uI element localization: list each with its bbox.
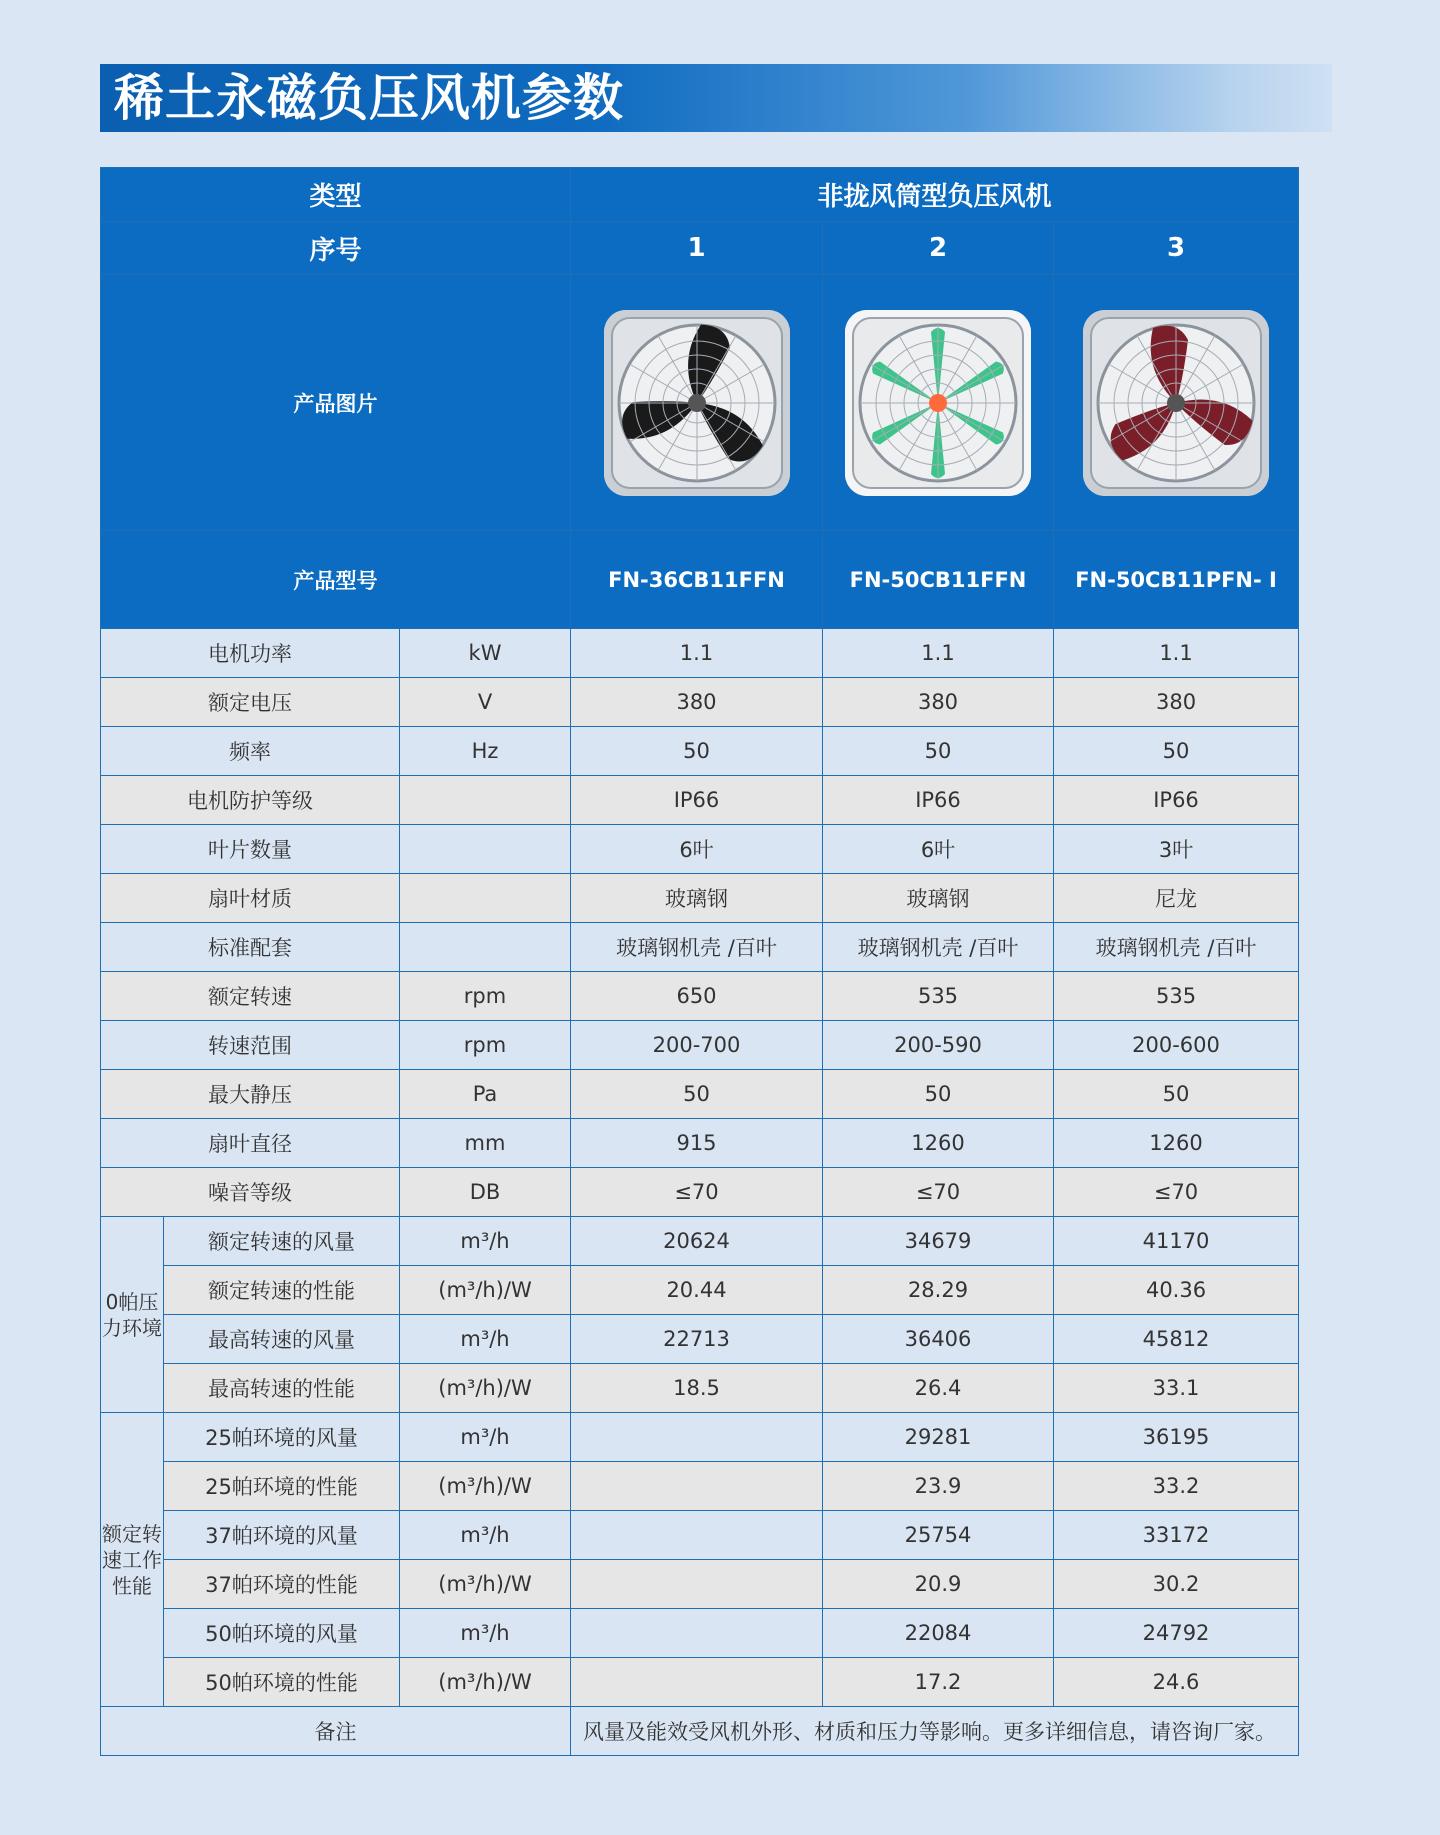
table-row <box>101 629 1299 678</box>
table-row <box>101 1266 1299 1315</box>
param-value: 1.1 <box>823 629 1054 678</box>
param-value: 3叶 <box>1054 825 1299 874</box>
param-value: 200-590 <box>823 1021 1054 1070</box>
param-value: 玻璃钢机壳 /百叶 <box>1054 923 1299 972</box>
param-value: 20.44 <box>571 1266 823 1315</box>
photo-cell-2 <box>823 275 1054 531</box>
param-value: 玻璃钢机壳 /百叶 <box>571 923 823 972</box>
seq-1: 1 <box>571 222 823 275</box>
model-3: FN-50CB11PFN- I <box>1054 531 1299 629</box>
param-value <box>571 1462 823 1511</box>
param-unit: m³/h <box>400 1609 571 1658</box>
param-unit <box>400 923 571 972</box>
param-value: 6叶 <box>571 825 823 874</box>
param-unit: V <box>400 678 571 727</box>
group-label: 0帕压力环境 <box>101 1217 164 1413</box>
param-value: IP66 <box>1054 776 1299 825</box>
param-value: 33.2 <box>1054 1462 1299 1511</box>
table-row <box>101 1021 1299 1070</box>
param-unit: m³/h <box>400 1315 571 1364</box>
param-value: 50 <box>1054 1070 1299 1119</box>
param-label: 额定转速的性能 <box>164 1266 400 1315</box>
param-label: 最高转速的风量 <box>164 1315 400 1364</box>
fan-photo-3 <box>1083 310 1269 496</box>
param-value: 50 <box>823 1070 1054 1119</box>
param-value: 33.1 <box>1054 1364 1299 1413</box>
param-unit: (m³/h)/W <box>400 1658 571 1707</box>
param-label: 额定转速的风量 <box>164 1217 400 1266</box>
table-row <box>101 1070 1299 1119</box>
param-label: 25帕环境的性能 <box>164 1462 400 1511</box>
table-row <box>101 923 1299 972</box>
table-row <box>101 1511 1299 1560</box>
type-label: 类型 <box>101 168 571 222</box>
remark-text: 风量及能效受风机外形、材质和压力等影响。更多详细信息，请咨询厂家。 <box>571 1707 1299 1756</box>
param-value: 915 <box>571 1119 823 1168</box>
table-row <box>101 1658 1299 1707</box>
param-label: 叶片数量 <box>101 825 400 874</box>
header-row-model <box>101 531 1299 629</box>
param-unit: m³/h <box>400 1217 571 1266</box>
param-unit <box>400 825 571 874</box>
photo-label: 产品图片 <box>101 275 571 531</box>
header-row-type <box>101 168 1299 222</box>
param-value: 50 <box>823 727 1054 776</box>
param-unit <box>400 776 571 825</box>
param-value: IP66 <box>571 776 823 825</box>
param-label: 37帕环境的风量 <box>164 1511 400 1560</box>
param-value: 玻璃钢 <box>571 874 823 923</box>
table-row <box>101 1217 1299 1266</box>
param-label: 额定转速 <box>101 972 400 1021</box>
param-value: 20.9 <box>823 1560 1054 1609</box>
param-value: 玻璃钢 <box>823 874 1054 923</box>
fan-three-black-blades-icon <box>604 310 790 496</box>
table-row <box>101 1168 1299 1217</box>
param-value: IP66 <box>823 776 1054 825</box>
param-value: 650 <box>571 972 823 1021</box>
param-label: 标准配套 <box>101 923 400 972</box>
param-value: 380 <box>1054 678 1299 727</box>
param-label: 额定电压 <box>101 678 400 727</box>
fan-six-green-blades-icon <box>845 310 1031 496</box>
param-label: 最高转速的性能 <box>164 1364 400 1413</box>
param-value: 22084 <box>823 1609 1054 1658</box>
param-unit: Hz <box>400 727 571 776</box>
param-value: 18.5 <box>571 1364 823 1413</box>
table-row <box>101 776 1299 825</box>
model-label: 产品型号 <box>101 531 571 629</box>
param-label: 频率 <box>101 727 400 776</box>
param-value: 24.6 <box>1054 1658 1299 1707</box>
table-row <box>101 1462 1299 1511</box>
param-value: ≤70 <box>571 1168 823 1217</box>
param-value: 200-700 <box>571 1021 823 1070</box>
param-value: 40.36 <box>1054 1266 1299 1315</box>
table-row <box>101 1364 1299 1413</box>
param-label: 电机功率 <box>101 629 400 678</box>
table-row <box>101 972 1299 1021</box>
param-unit: (m³/h)/W <box>400 1462 571 1511</box>
seq-label: 序号 <box>101 222 571 275</box>
table-row <box>101 874 1299 923</box>
param-value: 29281 <box>823 1413 1054 1462</box>
param-value: 50 <box>571 727 823 776</box>
model-2: FN-50CB11FFN <box>823 531 1054 629</box>
param-label: 37帕环境的性能 <box>164 1560 400 1609</box>
table-row <box>101 1119 1299 1168</box>
param-label: 50帕环境的风量 <box>164 1609 400 1658</box>
param-unit: m³/h <box>400 1511 571 1560</box>
param-value: 1260 <box>1054 1119 1299 1168</box>
param-value: ≤70 <box>823 1168 1054 1217</box>
param-value: 玻璃钢机壳 /百叶 <box>823 923 1054 972</box>
header-row-photo <box>101 275 1299 531</box>
table-row <box>101 1560 1299 1609</box>
header-row-seq <box>101 222 1299 275</box>
type-value: 非拢风筒型负压风机 <box>571 168 1299 222</box>
param-value: 380 <box>571 678 823 727</box>
param-value: 34679 <box>823 1217 1054 1266</box>
table-row <box>101 1315 1299 1364</box>
param-unit <box>400 874 571 923</box>
param-value: 尼龙 <box>1054 874 1299 923</box>
param-unit: (m³/h)/W <box>400 1560 571 1609</box>
param-unit: rpm <box>400 1021 571 1070</box>
param-value: 26.4 <box>823 1364 1054 1413</box>
param-value: 6叶 <box>823 825 1054 874</box>
param-value: 45812 <box>1054 1315 1299 1364</box>
param-value: 200-600 <box>1054 1021 1299 1070</box>
param-value: 1260 <box>823 1119 1054 1168</box>
param-value: 535 <box>1054 972 1299 1021</box>
param-value: 535 <box>823 972 1054 1021</box>
seq-3: 3 <box>1054 222 1299 275</box>
param-value <box>571 1658 823 1707</box>
table-row <box>101 1609 1299 1658</box>
param-value: 1.1 <box>1054 629 1299 678</box>
param-label: 扇叶直径 <box>101 1119 400 1168</box>
param-value: 17.2 <box>823 1658 1054 1707</box>
remark-row <box>101 1707 1299 1756</box>
param-label: 扇叶材质 <box>101 874 400 923</box>
param-value: 20624 <box>571 1217 823 1266</box>
param-label: 最大静压 <box>101 1070 400 1119</box>
param-unit: m³/h <box>400 1413 571 1462</box>
param-value <box>571 1609 823 1658</box>
param-unit: DB <box>400 1168 571 1217</box>
table-row <box>101 678 1299 727</box>
page-title: 稀土永磁负压风机参数 <box>114 69 624 127</box>
seq-2: 2 <box>823 222 1054 275</box>
param-value: 25754 <box>823 1511 1054 1560</box>
fan-photo-1 <box>604 310 790 496</box>
remark-label: 备注 <box>101 1707 571 1756</box>
param-value: 380 <box>823 678 1054 727</box>
fan-photo-2 <box>845 310 1031 496</box>
photo-cell-3 <box>1054 275 1299 531</box>
param-label: 电机防护等级 <box>101 776 400 825</box>
param-value <box>571 1413 823 1462</box>
param-value: 1.1 <box>571 629 823 678</box>
param-unit: rpm <box>400 972 571 1021</box>
param-value: 22713 <box>571 1315 823 1364</box>
table-row <box>101 727 1299 776</box>
param-value: ≤70 <box>1054 1168 1299 1217</box>
param-unit: (m³/h)/W <box>400 1266 571 1315</box>
table-row <box>101 1413 1299 1462</box>
param-value <box>571 1560 823 1609</box>
param-label: 25帕环境的风量 <box>164 1413 400 1462</box>
model-1: FN-36CB11FFN <box>571 531 823 629</box>
param-unit: (m³/h)/W <box>400 1364 571 1413</box>
param-label: 噪音等级 <box>101 1168 400 1217</box>
param-value: 41170 <box>1054 1217 1299 1266</box>
spec-table <box>100 167 1299 1756</box>
photo-cell-1 <box>571 275 823 531</box>
param-value: 24792 <box>1054 1609 1299 1658</box>
param-unit: kW <box>400 629 571 678</box>
param-unit: mm <box>400 1119 571 1168</box>
table-row <box>101 825 1299 874</box>
param-value <box>571 1511 823 1560</box>
param-value: 28.29 <box>823 1266 1054 1315</box>
param-value: 30.2 <box>1054 1560 1299 1609</box>
param-unit: Pa <box>400 1070 571 1119</box>
param-value: 50 <box>1054 727 1299 776</box>
param-label: 转速范围 <box>101 1021 400 1070</box>
param-value: 33172 <box>1054 1511 1299 1560</box>
param-value: 23.9 <box>823 1462 1054 1511</box>
param-value: 36406 <box>823 1315 1054 1364</box>
param-label: 50帕环境的性能 <box>164 1658 400 1707</box>
title-banner <box>100 64 1332 132</box>
fan-three-red-blades-icon <box>1083 310 1269 496</box>
param-value: 36195 <box>1054 1413 1299 1462</box>
group-label: 额定转速工作性能 <box>101 1413 164 1707</box>
param-value: 50 <box>571 1070 823 1119</box>
